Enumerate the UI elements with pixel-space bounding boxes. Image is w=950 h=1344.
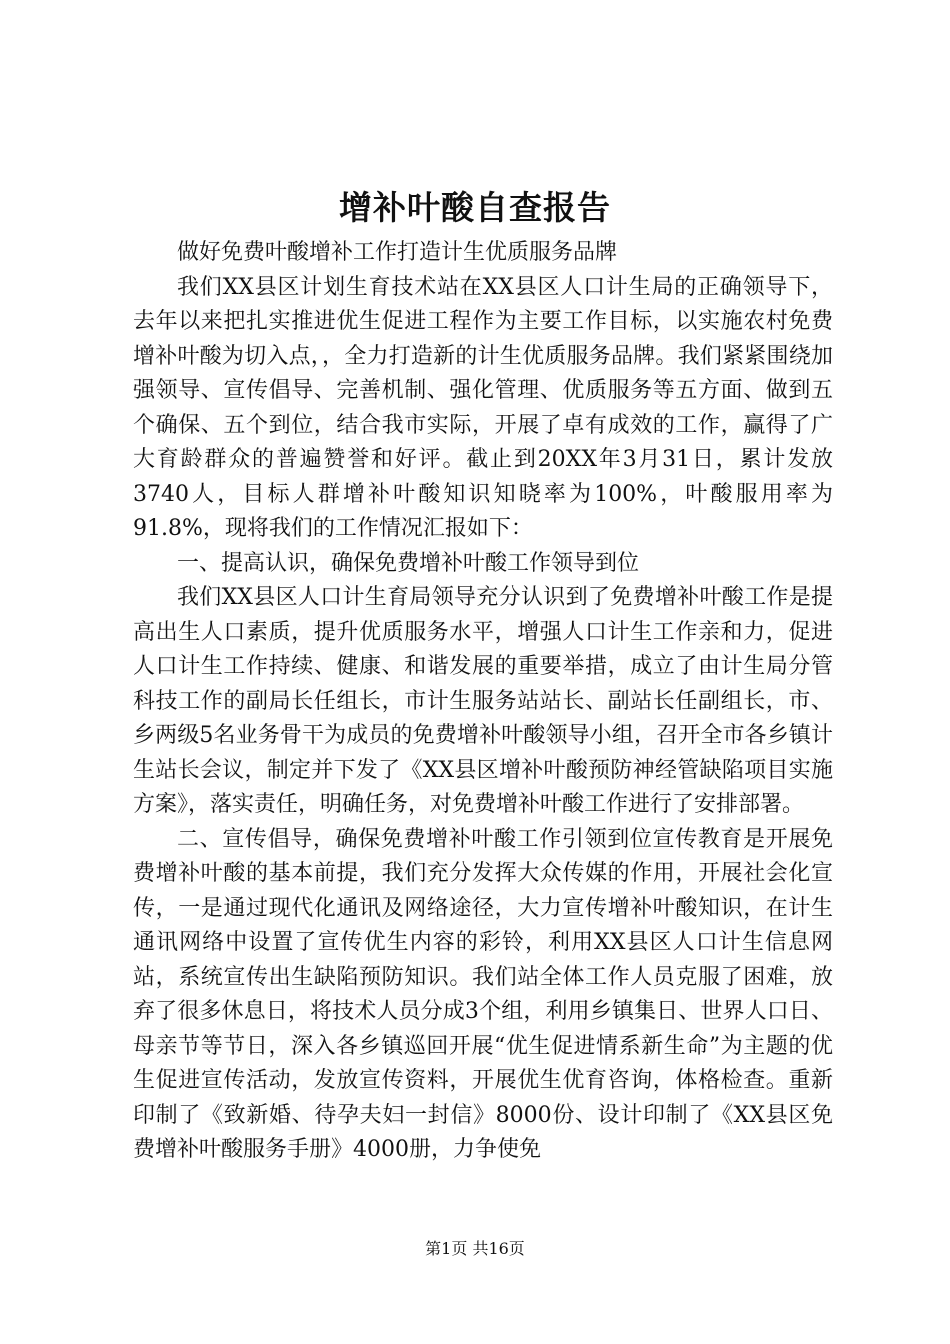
- document-body: [133, 236, 833, 1168]
- document-title: 增补叶酸自查报告: [339, 188, 611, 227]
- page-number-footer: 第1页 共16页: [425, 1239, 525, 1258]
- intro-paragraph: 我们XX县区计划生育技术站在XX县区人口计生局的正确领导下，去年以来把扎实推进优生促进工程作为主要工作目标，以实施农村免费增补叶酸为切入点，，全力打造新的计生优质服务品牌。我们紧紧围绕加强领导、宣传倡导、完善机制、强化管理、优质服务等五方面、做到五个确保、五个到位，结合我市实际，开展了卓有成效的工作，赢得了广大育龄群众的普遍赞誉和好评。截止到20XX年3月31日，累计发放3740人，目标人群增补叶酸知识知晓率为100%，叶酸服用率为91.8%，现将我们的工作情况汇报如下：: [133, 274, 833, 541]
- section-2-paragraph: 二、宣传倡导，确保免费增补叶酸工作引领到位宣传教育是开展免费增补叶酸的基本前提，我们充分发挥大众传媒的作用，开展社会化宣传，一是通过现代化通讯及网络途径，大力宣传增补叶酸知识，在计生通讯网络中设置了宣传优生内容的彩铃，利用XX县区人口计生信息网站，系统宣传出生缺陷预防知识。我们站全体工作人员克服了困难，放弃了很多休息日，将技术人员分成3个组，利用乡镇集日、世界人口日、母亲节等节日，深入各乡镇巡回开展“优生促进情系新生命”为主题的优生促进宣传活动，发放宣传资料，开展优生优育咨询，体格检查。重新印制了《致新婚、待孕夫妇一封信》8000份、设计印制了《XX县区免费增补叶酸服务手册》4000册，力争使免: [133, 826, 833, 1162]
- section-heading-1: 一、提高认识，确保免费增补叶酸工作领导到位: [177, 550, 640, 576]
- subtitle-paragraph: 做好免费叶酸增补工作打造计生优质服务品牌: [177, 240, 618, 265]
- section-1-paragraph: 我们XX县区人口计生育局领导充分认识到了免费增补叶酸工作是提高出生人口素质，提升优质服务水平，增强人口计生工作亲和力，促进人口计生工作持续、健康、和谐发展的重要举措，成立了由计生局分管科技工作的副局长任组长，市计生服务站站长、副站长任副组长，市、乡两级5名业务骨干为成员的免费增补叶酸领导小组，召开全市各乡镇计生站长会议，制定并下发了《XX县区增补叶酸预防神经管缺陷项目实施方案》，落实责任，明确任务，对免费增补叶酸工作进行了安排部署。: [133, 585, 833, 817]
